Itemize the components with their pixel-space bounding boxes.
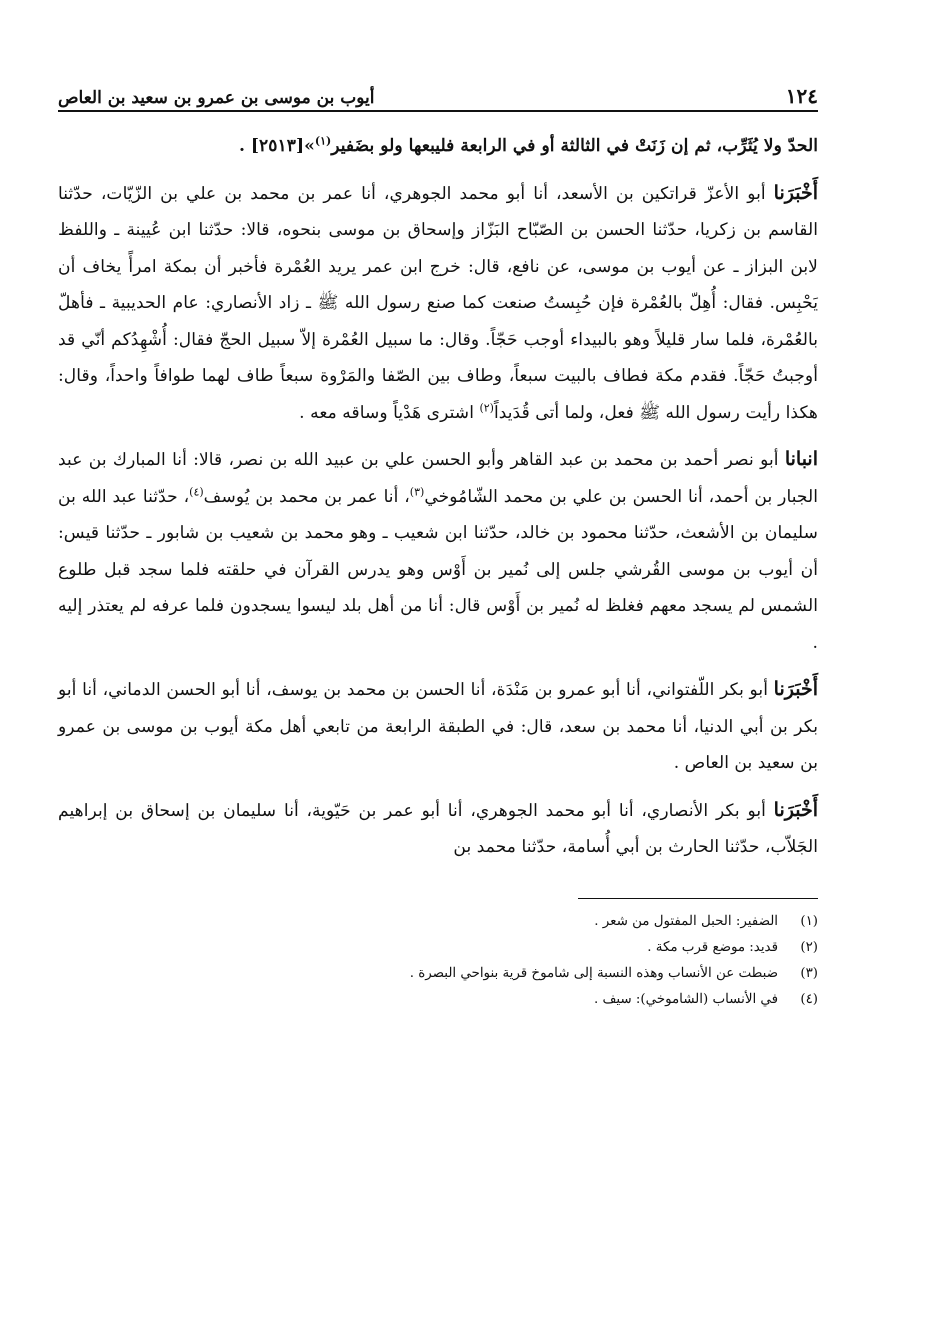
footnote-number: (٤) [800,991,818,1007]
hadith-number: »[٢٥١٣] . [238,136,315,156]
page-header [58,70,818,108]
paragraph-lead-word: أَخْبَرَنا [773,181,818,204]
paragraph-lead-word: أَخْبَرَنا [773,798,818,821]
paragraph-isnad-4 [58,792,818,866]
paragraph-isnad-3 [58,671,818,782]
footnote-ref: (٣) [409,484,425,498]
footnote-text: ضبطت عن الأنساب وهذه النسبة إلى شاموخ قرية بنواحي البصرة . [409,965,778,981]
paragraph-text: الحدّ ولا يُثَرِّب، ثم إن زَنَتْ في الثالثة أو في الرابعة فليبعها ولو بضَفير [331,136,818,156]
paragraph-text: أبو بكر اللّفتواني، أنا أبو عمرو بن مَنْدَة، أنا الحسن بن محمد بن يوسف، أنا أبو الحسن الدماني، أنا أبو بكر بن أبي الدنيا، أنا محمد بن سعد، قال: في الطبقة الرابعة من تابعي أهل مكة أيوب بن موسى بن عمرو بن سعيد بن العاص . [58,680,818,773]
paragraph-isnad-2 [58,441,818,661]
footnote [58,987,818,1013]
footnote-ref: (٤) [189,484,204,498]
paragraph-text-tail: اشترى هَدْياً وساقه معه . [299,402,480,423]
paragraph-text: أبو بكر الأنصاري، أنا أبو محمد الجوهري، أنا أبو عمر بن حَيّوية، أنا سليمان بن إسحاق بن إبراهيم الجَلاّب، حدّثنا الحارث بن أبي أُسامة، حدّثنا محمد بن [58,800,818,857]
paragraph-text-tail: ، حدّثنا عبد الله بن سليمان بن الأشعث، حدّثنا محمود بن خالد، حدّثنا ابن شعيب ـ وهو محمد بن شعيب بن شابور ـ حدّثنا قيس: أن أيوب بن موسى القُرشي جلس إلى نُمير بن أَوْس وهو يدرس القرآن في حلقته فلما سجد قبل طلوع الشمس لم يسجد معهم فغلظ له نُمير بن أَوْس قال: أنا من أهل بلد ليسوا يسجدون فلما عرفه لم يعتذر إليه . [58,486,818,653]
paragraph-text-middle: ، أنا عمر بن محمد بن يُوسف [203,486,410,507]
footnote-number: (٣) [800,965,818,981]
book-page [58,70,818,1310]
paragraph-continuation [58,128,818,165]
running-title: أيوب بن موسى بن عمرو بن سعيد بن العاص [58,88,375,108]
paragraph-text: أبو نصر أحمد بن محمد بن عبد القاهر وأبو الحسن علي بن عبيد الله بن نصر، قالا: أنا المبارك بن عبد الجبار بن أحمد، أنا الحسن بن علي بن محمد الشّامُوخي [58,450,818,507]
footnote-number: (١) [800,913,818,929]
footnote-number: (٢) [800,939,818,955]
footnotes [58,909,818,1013]
footnote-ref: (٢) [479,400,494,414]
header-rule [58,110,818,112]
paragraph-lead-word: انبانا [784,448,818,470]
page-body [58,128,818,866]
page-number: ١٢٤ [785,84,818,108]
paragraph-lead-word: أَخْبَرَنا [773,678,818,700]
footnote-ref: (١) [314,134,332,148]
footnote [58,961,818,987]
footnote-text: الضفير: الحبل المفتول من شعر . [594,913,778,929]
footnote-rule [578,898,818,899]
footnote [58,935,818,961]
footnote-text: في الأنساب (الشاموخي): سيف . [594,991,778,1007]
footnote-text: قديد: موضع قرب مكة . [647,939,778,955]
footnote [58,909,818,935]
paragraph-text: أبو الأعزّ قراتكين بن الأسعد، أنا أبو محمد الجوهري، أنا عمر بن محمد بن علي بن الزّيّات، حدّثنا القاسم بن زكريا، حدّثنا الحسن بن الصّبّاح البَزّاز وإسحاق بن موسى بنحوه، قالا: حدّثنا ابن عُيينة ـ واللفظ لابن البزاز ـ عن أيوب بن موسى، عن نافع، قال: خرج ابن عمر يريد العُمْرة فأخبر أن بمكة امرأً يخاف أن يَحْبِس. فقال: أُهِلّ بالعُمْرة فإن حُبِستُ صنعت كما صنع رسول الله ﷺ ـ زاد الأنصاري: عام الحديبية ـ فأهلّ بالعُمْرة، فلما سار قليلاً وهو بالبيداء أوجب حَجّاً. وقال: ما سبيل العُمْرة إلاّ سبيل الحجّ فقال: أُشْهِدُكم أنّي قد أوجبتُ حَجّاً. فقدم مكة فطاف بالبيت سبعاً، وطاف بين الصّفا والمَرْوة سبعاً طاف لهما طوافاً واحداً، وقال: هكذا رأيت رسول الله ﷺ فعل، ولما أتى قُدَيداً [58,183,818,423]
paragraph-isnad-1 [58,175,818,432]
